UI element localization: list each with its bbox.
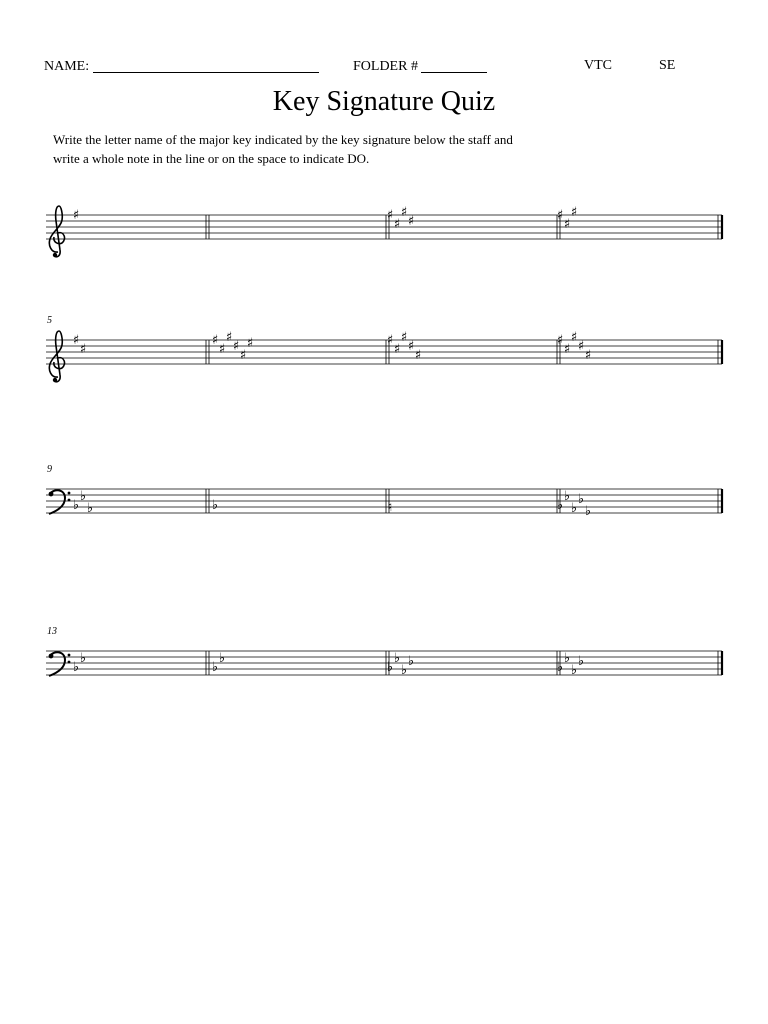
bass-clef-head xyxy=(49,654,54,659)
treble-clef-icon xyxy=(49,206,64,257)
flat-accidental: ♭ xyxy=(584,504,592,519)
bass-clef-head xyxy=(49,492,54,497)
sharp-accidental: ♯ xyxy=(232,339,240,354)
instructions-line-1: Write the letter name of the major key indicated by the key signature below the staff and xyxy=(53,132,513,147)
natural-accidental: ♮ xyxy=(387,500,393,515)
measure-number: 5 xyxy=(47,315,52,326)
sharp-accidental: ♯ xyxy=(239,348,247,363)
sharp-accidental: ♯ xyxy=(577,339,585,354)
folder-label: FOLDER # xyxy=(353,59,418,74)
sharp-accidental: ♯ xyxy=(570,330,578,345)
sharp-accidental: ♯ xyxy=(246,336,254,351)
bass-clef-dot-upper xyxy=(68,654,71,657)
flat-accidental: ♭ xyxy=(72,498,80,513)
measure-number: 9 xyxy=(47,464,52,475)
flat-accidental: ♭ xyxy=(570,663,578,678)
flat-accidental: ♭ xyxy=(577,654,585,669)
flat-accidental: ♭ xyxy=(79,489,87,504)
sharp-accidental: ♯ xyxy=(72,208,80,223)
treble-clef-dot xyxy=(53,253,57,257)
sharp-accidental: ♯ xyxy=(584,348,592,363)
instructions-line-2: write a whole note in the line or on the space to indicate DO. xyxy=(53,151,370,166)
sharp-accidental: ♯ xyxy=(407,339,415,354)
flat-accidental: ♭ xyxy=(556,498,564,513)
flat-accidental: ♭ xyxy=(400,663,408,678)
bass-clef-dot-lower xyxy=(68,499,71,502)
treble-clef-icon xyxy=(49,331,64,382)
flat-accidental: ♭ xyxy=(386,660,394,675)
sharp-accidental: ♯ xyxy=(79,342,87,357)
sharp-accidental: ♯ xyxy=(400,205,408,220)
vtc-label: VTC xyxy=(584,58,612,73)
name-label: NAME: xyxy=(44,59,90,74)
sharp-accidental: ♯ xyxy=(563,342,571,357)
flat-accidental: ♭ xyxy=(393,651,401,666)
measure-number: 13 xyxy=(47,626,57,637)
sharp-accidental: ♯ xyxy=(72,333,80,348)
page-title: Key Signature Quiz xyxy=(272,86,496,117)
sharp-accidental: ♯ xyxy=(393,342,401,357)
flat-accidental: ♭ xyxy=(218,651,226,666)
sharp-accidental: ♯ xyxy=(386,333,394,348)
sharp-accidental: ♯ xyxy=(556,333,564,348)
sharp-accidental: ♯ xyxy=(218,342,226,357)
flat-accidental: ♭ xyxy=(86,501,94,516)
flat-accidental: ♭ xyxy=(563,489,571,504)
flat-accidental: ♭ xyxy=(570,501,578,516)
sharp-accidental: ♯ xyxy=(414,348,422,363)
sharp-accidental: ♯ xyxy=(386,208,394,223)
sharp-accidental: ♯ xyxy=(393,217,401,232)
sharp-accidental: ♯ xyxy=(563,217,571,232)
sharp-accidental: ♯ xyxy=(225,330,233,345)
flat-accidental: ♭ xyxy=(556,660,564,675)
se-label: SE xyxy=(659,58,676,73)
sharp-accidental: ♯ xyxy=(400,330,408,345)
flat-accidental: ♭ xyxy=(79,651,87,666)
bass-clef-dot-upper xyxy=(68,492,71,495)
flat-accidental: ♭ xyxy=(563,651,571,666)
treble-clef-dot xyxy=(53,378,57,382)
bass-clef-dot-lower xyxy=(68,661,71,664)
sharp-accidental: ♯ xyxy=(556,208,564,223)
flat-accidental: ♭ xyxy=(211,498,219,513)
flat-accidental: ♭ xyxy=(577,492,585,507)
sharp-accidental: ♯ xyxy=(211,333,219,348)
flat-accidental: ♭ xyxy=(211,660,219,675)
flat-accidental: ♭ xyxy=(407,654,415,669)
flat-accidental: ♭ xyxy=(72,660,80,675)
sharp-accidental: ♯ xyxy=(570,205,578,220)
sharp-accidental: ♯ xyxy=(407,214,415,229)
